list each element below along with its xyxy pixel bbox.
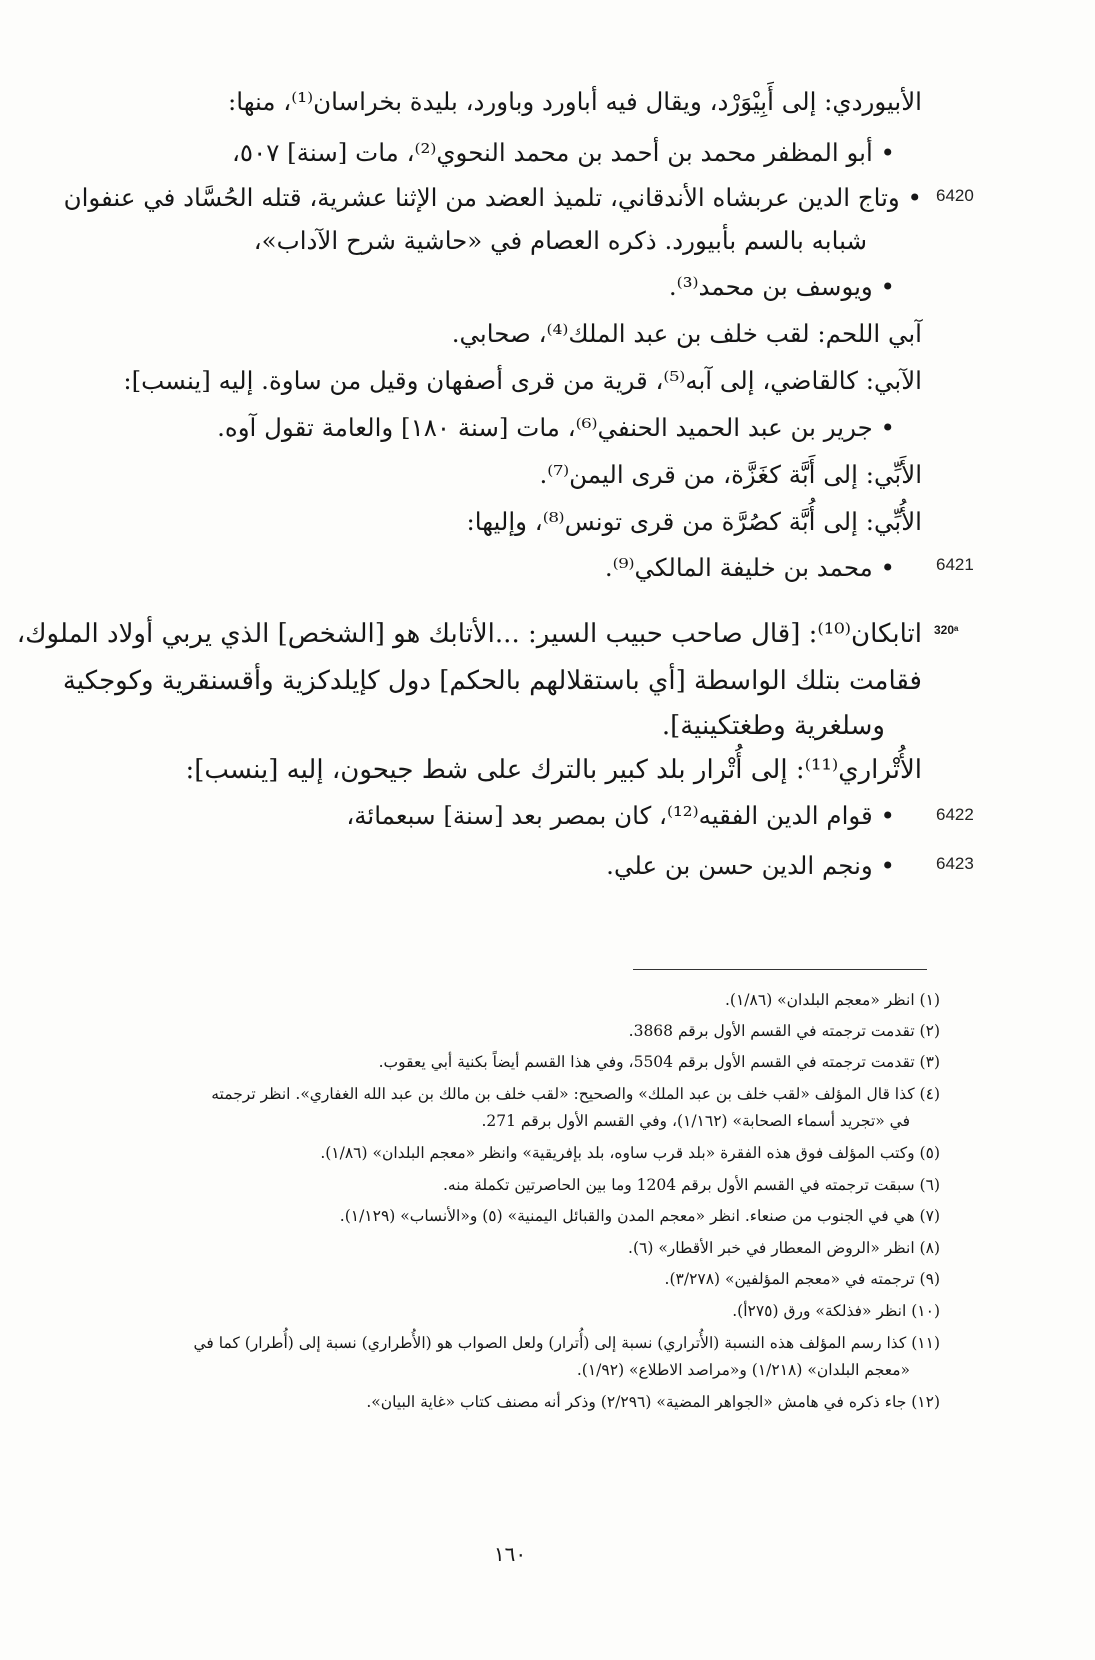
footnote-8: (٨) انظر «الروض المعطار في خبر الأقطار» (٦). — [628, 1239, 940, 1257]
entry-number: 6421 — [936, 555, 974, 574]
footnote-1: (١) انظر «معجم البلدان» (١/٨٦). — [725, 991, 940, 1009]
footnote-9: (٩) ترجمته في «معجم المؤلفين» (٣/٢٧٨). — [664, 1270, 940, 1288]
page-number: ١٦٠ — [493, 1542, 527, 1566]
footnote-2: (٢) تقدمت ترجمته في القسم الأول برقم 3868. — [628, 1022, 940, 1040]
entry-abiwardi-person-3: • ويوسف بن محمد⁽³⁾. — [668, 272, 895, 301]
entry-abbi: الأَبِّي: إلى أَبَّة كغَزَّة، من قرى اليمن⁽⁷⁾. — [539, 460, 922, 489]
entry-utrari-person-1: • قوام الدين الفقيه⁽¹²⁾، كان بمصر بعد [سنة] سبعمائة، — [346, 801, 895, 830]
entry-abi-allahm: آبي اللحم: لقب خلف بن عبد الملك⁽⁴⁾، صحابي. — [451, 319, 922, 348]
footnote-4: (٤) كذا قال المؤلف «لقب خلف بن عبد الملك» والصحيح: «لقب خلف بن مالك بن عبد الله الغفاري». انظر ترجمته — [211, 1085, 940, 1103]
footnote-5: (٥) وكتب المؤلف فوق هذه الفقرة «بلد قرب ساوه، بلد بإفريقية» وانظر «معجم البلدان» (١/٨٦). — [320, 1144, 940, 1162]
footnote-6: (٦) سبقت ترجمته في القسم الأول برقم 1204 وما بين الحاصرتين تكملة منه. — [442, 1176, 940, 1194]
entry-atabakan-line-1: اتابكان⁽¹⁰⁾: [قال صاحب حبيب السير: ...الأتابك هو [الشخص] الذي يربي أولاد الملوك، — [16, 619, 922, 649]
entry-atabakan-line-2: فقامت بتلك الواسطة [أي باستقلالهم بالحكم] دول كإيلدكزية وأقسنقرية وكوجكية — [62, 666, 922, 696]
footnote-4-cont: في «تجريد أسماء الصحابة» (١/١٦٢)، وفي القسم الأول برقم 271. — [481, 1112, 910, 1130]
footnote-11-cont: «معجم البلدان» (١/٢١٨) و«مراصد الاطلاع» (١/٩٢). — [576, 1361, 910, 1379]
entry-utrari-heading: الأُتْراري⁽¹¹⁾: إلى أُتْرار بلد كبير بالترك على شط جيحون، إليه [ينسب]: — [185, 755, 922, 785]
entry-abiwardi-heading: الأبيوردي: إلى أَبِيْوَرْد، ويقال فيه أباورد وباورد، بليدة بخراسان⁽¹⁾، منها: — [227, 87, 922, 116]
footnote-7: (٧) هي في الجنوب من صنعاء. انظر «معجم المدن والقبائل اليمنية» (٥) و«الأنساب» (١/١٢٩). — [339, 1207, 940, 1225]
entry-number: 6423 — [936, 854, 974, 873]
entry-ubbi-person-1: • محمد بن خليفة المالكي⁽⁹⁾. — [604, 553, 895, 582]
entry-number: 6422 — [936, 805, 974, 824]
footnote-11: (١١) كذا رسم المؤلف هذه النسبة (الأُتراري) نسبة إلى (أُترار) ولعل الصواب هو (الأُطراري) نسبة إلى (أُطرار) كما في — [193, 1334, 940, 1352]
entry-abi-heading: الآبي: كالقاضي، إلى آبه⁽⁵⁾، قرية من قرى أصفهان وقيل من ساوة. إليه [ينسب]: — [123, 366, 922, 395]
footnote-divider — [633, 969, 927, 970]
entry-abi-person-1: • جرير بن عبد الحميد الحنفي⁽⁶⁾، مات [سنة ١٨٠] والعامة تقول آوه. — [217, 413, 895, 442]
footnote-12: (١٢) جاء ذكره في هامش «الجواهر المضية» (٢/٢٩٦) وذكر أنه مصنف كتاب «غاية البيان». — [366, 1393, 940, 1411]
entry-abiwardi-person-2: • وتاج الدين عربشاه الأندقاني، تلميذ العضد من الإثنا عشرية، قتله الحُسَّاد في عنفوان — [63, 183, 922, 212]
entry-utrari-person-2: • ونجم الدين حسن بن علي. — [606, 851, 895, 880]
footnote-3: (٣) تقدمت ترجمته في القسم الأول برقم 5504، وفي هذا القسم أيضاً بكنية أبي يعقوب. — [378, 1053, 940, 1071]
entry-ubbi-heading: الأُبِّي: إلى أُبَّة كصُرَّة من قرى تونس⁽⁸⁾، وإليها: — [466, 507, 922, 536]
entry-number: 6420 — [936, 186, 974, 205]
entry-abiwardi-person-2-cont: شبابه بالسم بأبيورد. ذكره العصام في «حاشية شرح الآداب»، — [253, 226, 867, 255]
entry-abiwardi-person-1: • أبو المظفر محمد بن أحمد بن محمد النحوي⁽²⁾، مات [سنة] ٥٠٧، — [231, 138, 895, 167]
entry-atabakan-line-3: وسلغرية وطغتكينية]. — [661, 711, 885, 741]
footnote-10: (١٠) انظر «فذلكة» ورق (٢٧٥أ). — [732, 1302, 940, 1320]
folio-marker: 320ᵃ — [934, 623, 959, 637]
